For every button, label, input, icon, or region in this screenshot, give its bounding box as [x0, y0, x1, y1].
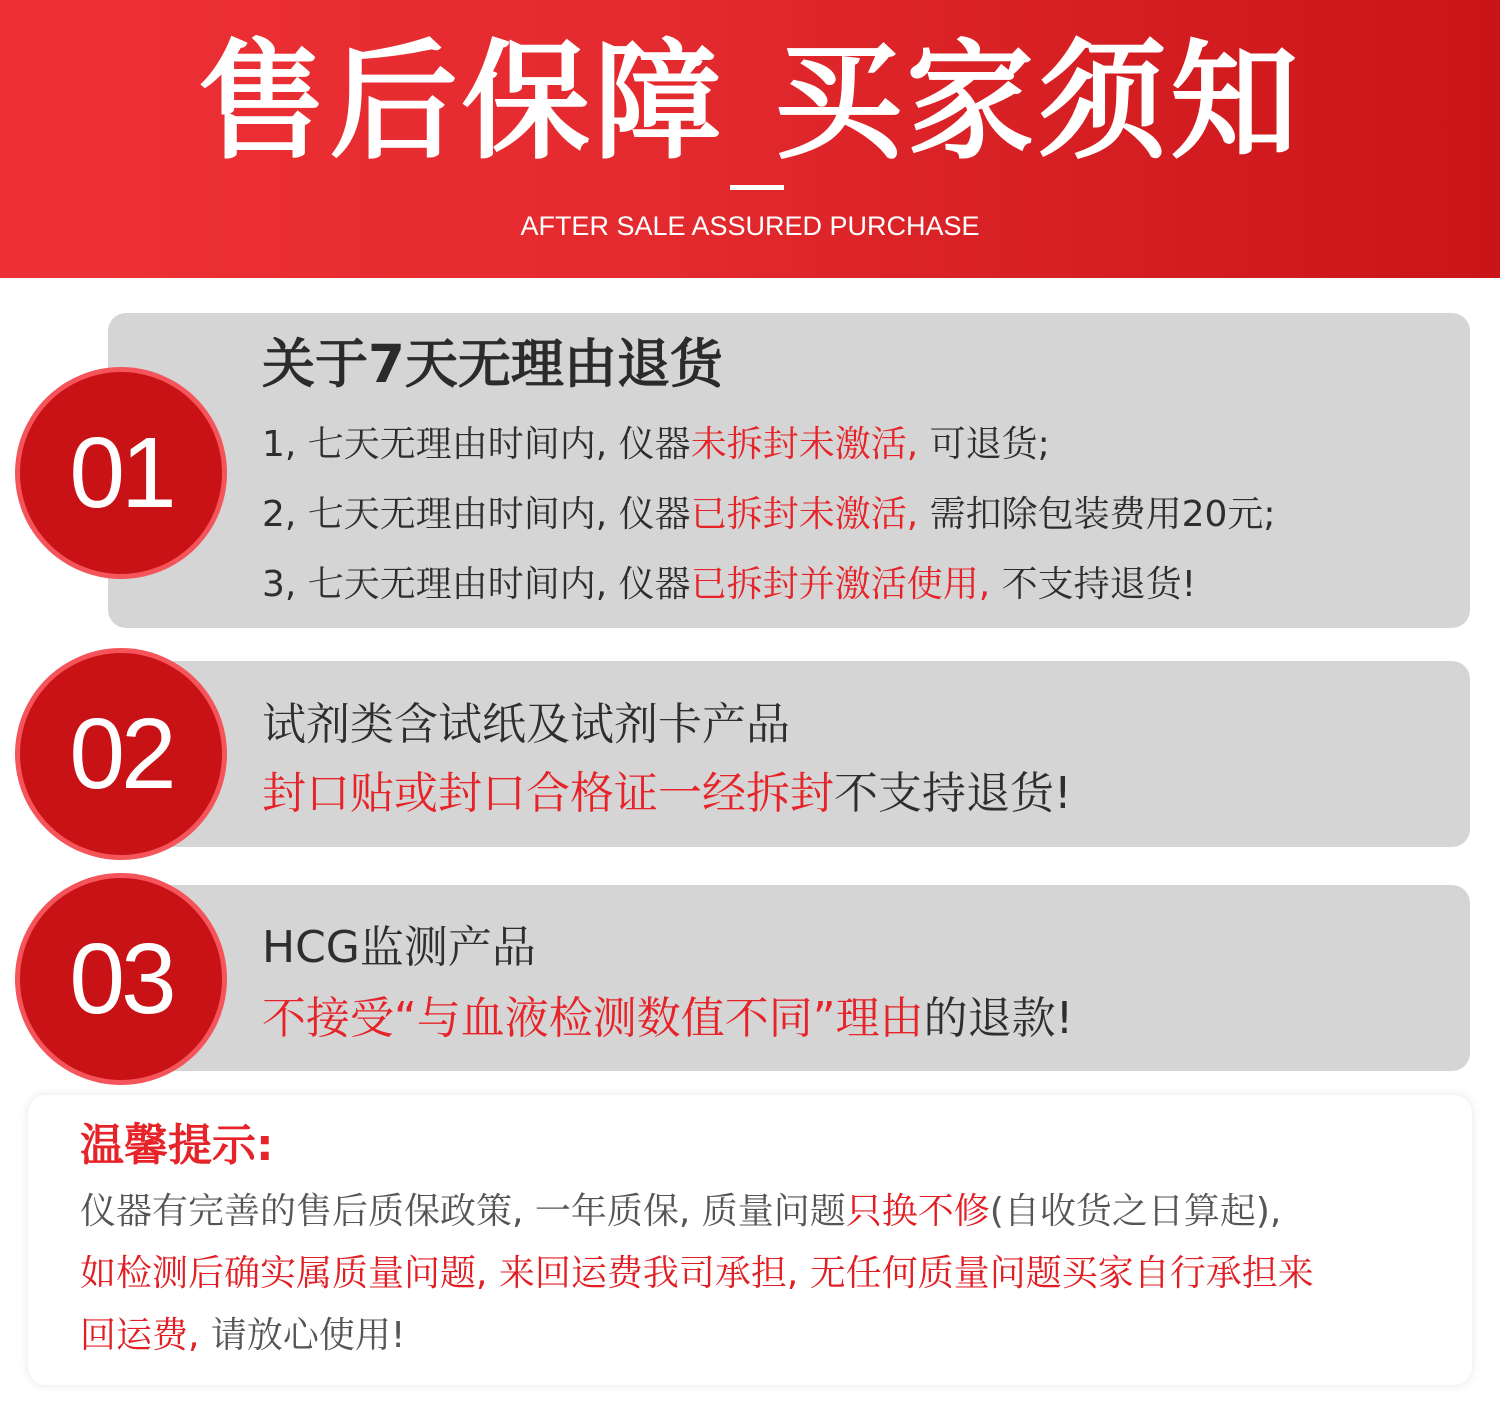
tips-highlight: 只换不修 — [845, 1191, 990, 1232]
policy-text: 不支持退货! — [834, 768, 1072, 819]
tips-text: 仪器有完善的售后质保政策, 一年质保, 质量问题 — [80, 1191, 846, 1232]
policy-text: 可退货; — [918, 424, 1050, 465]
policy-highlight: 未拆封未激活, — [690, 424, 919, 465]
section-title: 试剂类含试纸及试剂卡产品 — [262, 699, 790, 750]
title-underline-divider — [730, 185, 784, 190]
policy-highlight: 不接受“与血液检测数值不同”理由 — [262, 993, 924, 1044]
policy-text: 需扣除包装费用20元; — [918, 494, 1276, 535]
policy-text: 3, 七天无理由时间内, 仪器 — [262, 564, 691, 605]
tips-text: (自收货之日算起), — [989, 1191, 1282, 1232]
tips-line — [80, 1250, 1314, 1298]
policy-highlight: 封口贴或封口合格证一经拆封 — [262, 768, 834, 819]
section-title: 关于7天无理由退货 — [262, 334, 723, 395]
policy-text: 1, 七天无理由时间内, 仪器 — [262, 424, 691, 465]
tips-highlight: 如检测后确实属质量问题, 来回运费我司承担, 无任何质量问题买家自行承担来 — [80, 1253, 1314, 1294]
policy-highlight: 已拆封并激活使用, — [690, 564, 991, 605]
tips-line — [80, 1188, 1281, 1236]
policy-highlight: 已拆封未激活, — [690, 494, 919, 535]
section-number-badge: 01 — [20, 372, 222, 574]
tips-highlight: 回运费, — [80, 1315, 200, 1356]
tips-title: 温馨提示: — [80, 1120, 274, 1171]
header-banner — [0, 0, 1500, 278]
policy-line — [262, 991, 1073, 1047]
policy-text: 不支持退货! — [990, 564, 1197, 605]
page-subtitle: AFTER SALE ASSURED PURCHASE — [520, 211, 980, 241]
section-number-badge: 03 — [20, 878, 222, 1080]
tips-line — [80, 1312, 405, 1360]
section-title: HCG监测产品 — [262, 922, 536, 973]
page-title: 售后保障 买家须知 — [197, 28, 1303, 177]
policy-line — [262, 492, 1276, 538]
tips-text: 请放心使用! — [199, 1315, 406, 1356]
section-number-badge: 02 — [20, 653, 222, 855]
policy-text: 2, 七天无理由时间内, 仪器 — [262, 494, 691, 535]
policy-line — [262, 766, 1072, 822]
policy-text: 的退款! — [923, 993, 1074, 1044]
policy-line — [262, 422, 1050, 468]
policy-line — [262, 562, 1196, 608]
